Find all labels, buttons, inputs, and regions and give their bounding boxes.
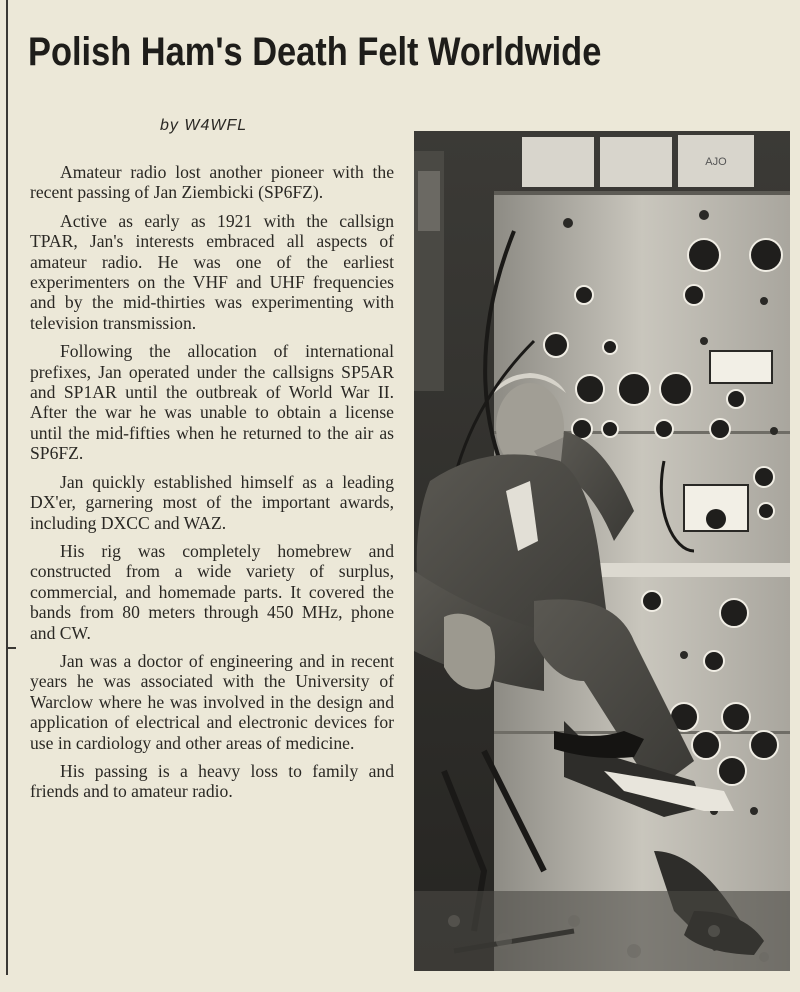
paragraph-2: Active as early as 1921 with the callsign TPAR, Jan's interests embraced all aspects of amateur radio. He was one of the earliest experimenters on the VHF and UHF frequencies and by the mid-thirties was experimenting with television transmission. (30, 210, 394, 333)
paragraph-6: Jan was a doctor of engineering and in recent years he was associated with the University of Warclow where he was involved in the design and application of electrical and electronic devices for use in cardiology and other areas of medicine. (30, 650, 394, 753)
meter-label-3: AJO (705, 156, 727, 168)
paragraph-5: His rig was completely homebrew and constructed from a wide variety of surplus, commercial, and homemade parts. It covered the bands from 80 meters through 450 MHz, phone and CW. (30, 540, 394, 643)
paragraph-7: His passing is a heavy loss to family and friends and to amateur radio. (30, 760, 394, 802)
paragraph-4: Jan quickly established himself as a leading DX'er, garnering most of the important awards, including DXCC and WAZ. (30, 471, 394, 533)
column-rule (6, 0, 8, 975)
byline: by W4WFL (160, 117, 248, 134)
article-body (30, 162, 394, 810)
column-rule-tick (6, 647, 16, 649)
top-meters (522, 135, 754, 187)
paragraph-3: Following the allocation of international prefixes, Jan operated under the callsigns SP5AR and SP1AR until the outbreak of World War II. After the war he was unable to obtain a license until the mid-fifties when he returned to the air as SP6FZ. (30, 341, 394, 464)
photo-operator-at-rig (414, 131, 790, 971)
headline: Polish Ham's Death Felt Worldwide (28, 30, 602, 74)
paragraph-1: Amateur radio lost another pioneer with the recent passing of Jan Ziembicki (SP6FZ). (30, 162, 394, 203)
